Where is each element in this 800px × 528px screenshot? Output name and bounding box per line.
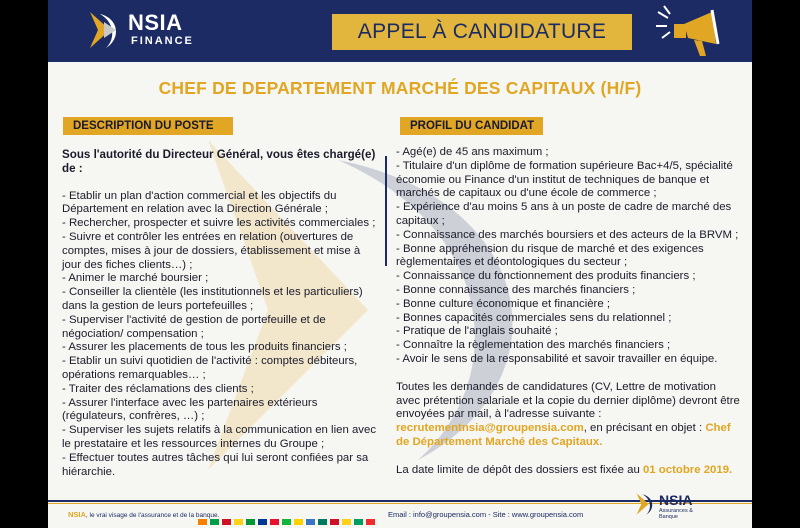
deadline-notice (396, 464, 742, 478)
footer-logo-name: NSIA (659, 492, 693, 508)
column-divider (385, 156, 387, 266)
call-for-applications-banner: APPEL À CANDIDATURE (332, 14, 632, 50)
megaphone-icon (654, 4, 728, 58)
footer-logo-sub: Assurances & Banque (659, 508, 693, 520)
footer-nsia-logo (633, 488, 713, 524)
nsia-emblem-icon (633, 490, 657, 518)
list-item: - Bonnes capacités commerciales sens du relationnel ; (396, 311, 672, 324)
list-item: - Bonne appréhension du risque de marché et des exigences règlementaires et déontologiques du secteur ; (396, 242, 704, 269)
header (48, 0, 752, 62)
email-subject: Chef de Département Marché des Capitaux. (396, 422, 731, 448)
country-flag-icon (366, 519, 375, 525)
deadline-date: 01 octobre 2019. (642, 463, 733, 476)
footer-contact: Email : info@groupensia.com - Site : www.groupensia.com (388, 510, 584, 519)
logo-name: NSIA (128, 10, 183, 35)
list-item: - Avoir le sens de la responsabilité et savoir travailler en équipe. (396, 352, 718, 365)
application-instructions (396, 381, 742, 450)
country-flag-icon (318, 519, 327, 525)
list-item: - Traiter des réclamations des clients ; (62, 382, 254, 395)
list-item: - Etablir un suivi quotidien de l'activité : comptes débiteurs, opérations remarquables… ; (62, 355, 358, 381)
list-item: - Superviser l'activité de gestion de portefeuille et de négociation/ compensation ; (62, 313, 326, 340)
list-item: - Connaissance du fonctionnement des produits financiers ; (396, 270, 696, 283)
footer-brand-name: NSIA (68, 510, 86, 519)
country-flag-icon (330, 519, 339, 525)
country-flag-icon (258, 519, 267, 525)
country-flag-icon (198, 519, 207, 525)
list-item: - Suivre et contrôler les entrées en relation (ouvertures de comptes, mises à jour de dossiers, établissement et mise à jour des fiches clients…) ; (62, 230, 361, 271)
description-column (62, 148, 378, 479)
nsia-emblem-icon (84, 8, 124, 52)
footer-tagline (68, 510, 219, 519)
requirements-list (396, 146, 742, 367)
country-flag-icon (294, 519, 303, 525)
job-title: CHEF DE DEPARTEMENT MARCHÉ DES CAPITAUX (H/F) (158, 78, 642, 98)
list-item: - Etablir un plan d'action commercial et les objectifs du Département en relation avec la Direction Générale ; (62, 189, 337, 216)
country-flag-icon (342, 519, 351, 525)
nsia-finance-logo (84, 6, 204, 56)
list-item: - Agé(e) de 45 ans maximum ; (396, 146, 549, 158)
description-label: DESCRIPTION DU POSTE (63, 117, 233, 135)
country-flag-icon (222, 519, 231, 525)
list-item: - Assurer les placements de tous les produits financiers ; (62, 341, 347, 354)
profile-column (396, 146, 742, 478)
country-flag-icon (246, 519, 255, 525)
list-item: - Conseiller la clientèle (les institutionnels et les particuliers) dans la gestion de leurs portefeuilles ; (62, 286, 363, 312)
deadline-text: La date limite de dépôt des dossiers est fixée au (396, 463, 640, 476)
duties-list (62, 190, 378, 480)
list-item: - Superviser les sujets relatifs à la communication en lien avec le prestataire et les ressources internes du Groupe ; (62, 424, 377, 450)
apply-text: Toutes les demandes de candidatures (CV, Lettre de motivation avec prétention salariale et la copie du dernier diplôme) devront être envoyées par mail, à l'adresse suivante : (396, 380, 740, 421)
list-item: - Rechercher, prospecter et suivre les activités commerciales ; (62, 217, 376, 230)
recruitment-flyer (48, 0, 752, 528)
list-item: - Pratique de l'anglais souhaité ; (396, 325, 558, 338)
description-intro: Sous l'autorité du Directeur Général, vous êtes chargé(e) de : (62, 148, 376, 175)
list-item: - Connaître la règlementation des marchés financiers ; (396, 339, 671, 352)
country-flag-icon (306, 519, 315, 525)
profile-label: PROFIL DU CANDIDAT (400, 117, 543, 135)
footer-tagline-text: , le vrai visage de l'assurance et de la banque. (85, 512, 220, 519)
country-flags (198, 512, 418, 519)
list-item: - Connaissance des marchés boursiers et des acteurs de la BRVM ; (396, 228, 739, 241)
list-item: - Assurer l'interface avec les partenaires extérieurs (régulateurs, confrères, …) ; (62, 396, 318, 423)
country-flag-icon (354, 519, 363, 525)
list-item: - Titulaire d'un diplôme de formation supérieure Bac+4/5, spécialité économie ou Finance d'un institut de techniques de banque et marchés de capitaux ou d'une école de commerce ; (396, 159, 733, 200)
list-item: - Bonne culture économique et financière ; (396, 297, 611, 310)
subject-prefix: , en précisant en objet : (583, 422, 703, 435)
country-flag-icon (234, 519, 243, 525)
country-flag-icon (210, 519, 219, 525)
application-email-link[interactable]: recrutementnsia@groupensia.com (396, 422, 584, 435)
country-flag-icon (270, 519, 279, 525)
list-item: - Bonne connaissance des marchés financiers ; (396, 283, 636, 296)
country-flag-icon (282, 519, 291, 525)
list-item: - Animer le marché boursier ; (62, 272, 209, 285)
list-item: - Expérience d'au moins 5 ans à un poste de cadre de marché des capitaux ; (396, 201, 732, 227)
list-item: - Effectuer toutes autres tâches qui lui seront confiées par sa hiérarchie. (62, 451, 369, 478)
logo-sub: FINANCE (131, 35, 194, 47)
